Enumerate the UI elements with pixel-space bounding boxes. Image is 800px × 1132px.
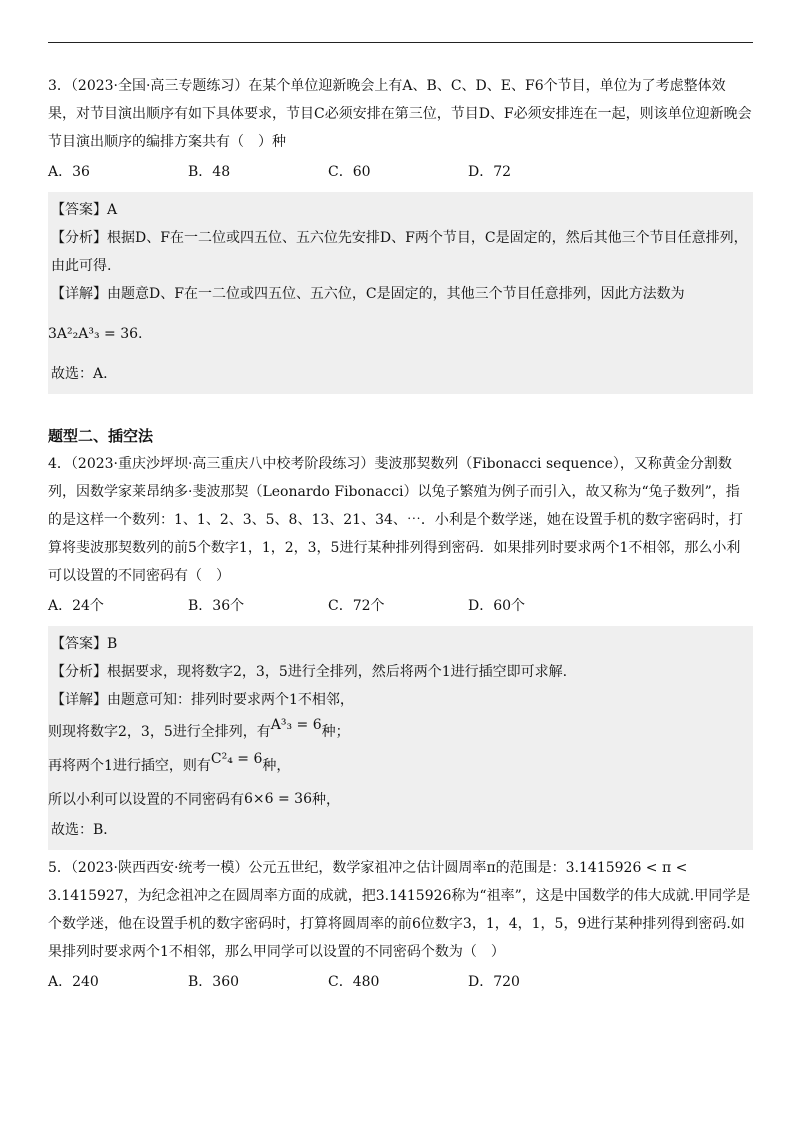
option-d: D．72 [468,164,512,180]
question-5-stem [48,854,753,966]
section-title: 题型二、插空法 [48,427,154,445]
question-3-options [48,158,753,186]
result-unit: 种， [312,792,340,808]
combination-line [48,748,753,782]
formula-period: . [138,326,143,342]
question-3-stem: 3．（2023·全国·高三专题练习）在某个单位迎新晚会上有A、B、C、D、E、F6个节目，单位为了考虑整体效果，对节目演出顺序有如下具体要求，节目C必须安排在第三位，节目D、F必须安排连在一起，则该单位迎新晚会节目演出顺序的编排方案共有（ ）种 [48,78,752,150]
question-4-stem: 4．（2023·重庆沙坪坝·高三重庆八中校考阶段练习）斐波那契数列（Fibonacci sequence），又称黄金分割数列，因数学家莱昂纳多·斐波那契（Leonardo Fibonacci）以兔子繁殖为例子而引入，故又称为“兔子数列”，指的是这样一个数列：1、1、2、3、5、8、13、21、34、⋯．小利是个数学迷，她在设置手机的数字密码时，打算将斐波那契数列的前5个数字1，1，2，3，5进行某种排列得到密码．如果排列时要求两个1不相邻，那么小利可以设置的不同密码有（ ） [48,456,743,584]
pi-symbol: π [486,860,496,876]
option-d: D．60个 [468,598,526,614]
permutation-unit: 种； [321,724,350,740]
option-d: D．720 [468,974,520,990]
question-5 [48,854,753,996]
choice-line: 故选：A. [51,366,108,382]
option-a: A．24个 [48,598,104,614]
formula: 3A²₂A³₃ = 36 [48,326,139,342]
formula-block [48,308,753,360]
combination-unit: 种， [262,758,291,774]
permutation-formula: A³₃ = 6 [270,717,322,733]
analysis-line: 【分析】根据要求，现将数字2，3，5进行全排列，然后将两个1进行插空即可求解. [51,664,568,680]
pi-range-formula: 3.1415926 < π < 3.1415927 [48,860,688,904]
page-content [48,72,753,996]
permutation-text: 则现将数字2，3，5进行全排列，有 [48,724,271,740]
question-4-solution [48,626,753,850]
question-4 [48,450,753,850]
option-b: B．36个 [188,598,245,614]
result-text: 所以小利可以设置的不同密码有 [48,792,244,808]
option-a: A．240 [48,974,99,990]
option-b: B．360 [188,974,240,990]
permutation-line [48,714,753,748]
question-5-options [48,968,753,996]
choice-line: 故选：B． [51,822,118,838]
combination-text: 再将两个1进行插空，则有 [48,758,211,774]
stem-part-b: 的范围是： [495,860,566,876]
question-3 [48,72,753,394]
result-formula: 6×6 = 36 [244,791,312,807]
top-rule [48,42,753,43]
option-b: B．48 [188,164,231,180]
question-3-solution [48,192,753,394]
result-line [48,782,753,816]
combination-formula: C²₄ = 6 [210,751,263,767]
detail-line: 【详解】由题意可知：排列时要求两个1不相邻， [51,692,354,708]
detail-line: 【详解】由题意D、F在一二位或四五位、五六位，C是固定的，其他三个节目任意排列，因此方法数为 [51,286,685,302]
question-4-options [48,592,753,620]
answer-line: 【答案】A [51,202,118,218]
option-a: A．36 [48,164,90,180]
answer-line: 【答案】B [51,636,118,652]
stem-part-c: ，为纪念祖冲之在圆周率方面的成就，把3.1415926称为“祖率”，这是中国数学的伟大成就.甲同学是个数学迷，他在设置手机的数字密码时，打算将圆周率的前6位数字3，1，4，1，5，9进行某种排列得到密码.如果排列时要求两个1不相邻，那么甲同学可以设置的不同密码个数为（ ） [48,888,751,960]
option-c: C．72个 [328,598,385,614]
option-c: C．480 [328,974,380,990]
option-c: C．60 [328,164,371,180]
analysis-line: 【分析】根据D、F在一二位或四五位、五六位先安排D、F两个节目，C是固定的，然后其他三个节目任意排列，由此可得. [51,230,748,274]
stem-part-a: 5．（2023·陕西西安·统考一模）公元五世纪，数学家祖冲之估计圆周率 [48,860,487,876]
